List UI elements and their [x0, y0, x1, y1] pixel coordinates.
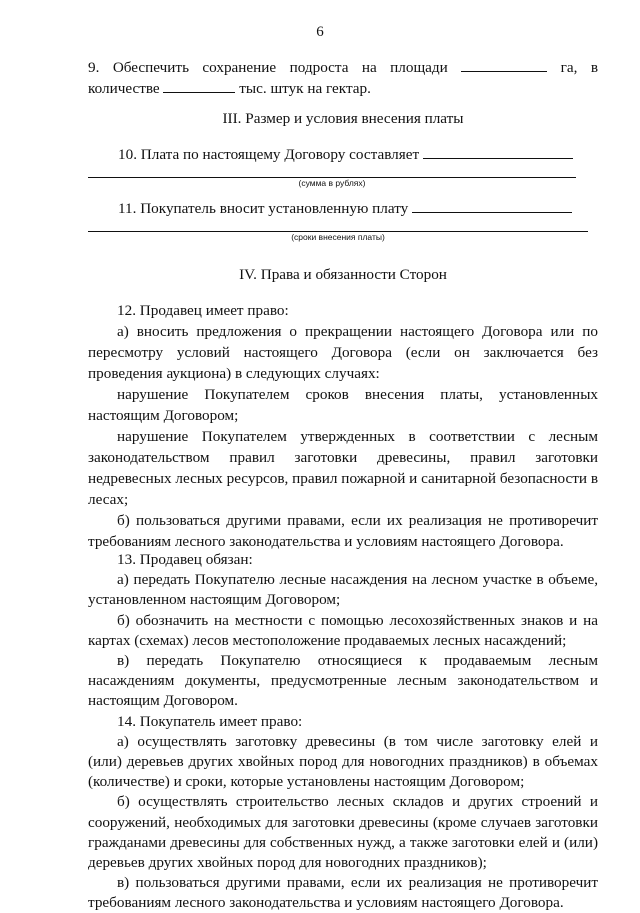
item-11-text: 11. Покупатель вносит установленную плату: [118, 200, 409, 217]
p14-b-line-2: сооружений, необходимых для заготовки древесины (кроме случаев заготовки: [88, 814, 598, 831]
section-3-heading: III. Размер и условия внесения платы: [222, 110, 464, 127]
p13-c-line-2: насаждениям документы, предусмотренные лесным законодательством и: [88, 672, 598, 689]
p12-violation-2-line-3: недревесных лесных ресурсов, правил пожарной и санитарной безопасности в: [88, 470, 598, 487]
item-11-line: [118, 198, 598, 220]
p14-a-line-3: (количестве) и сроки, которые установлены настоящим Договором;: [88, 773, 525, 790]
item-10-text: 10. Плата по настоящему Договору составляет: [118, 146, 420, 163]
p12-title: 12. Продавец имеет право:: [117, 302, 289, 319]
p12-violation-1-line-1: нарушение Покупателем сроков внесения платы, установленных: [117, 386, 598, 403]
p13-b-line-2: картах (схемах) лесов местоположение продаваемых лесных насаждений;: [88, 632, 567, 649]
section-4-heading: IV. Права и обязанности Сторон: [239, 266, 447, 283]
page-number: 6: [316, 24, 324, 40]
item-9-line-2: [88, 78, 598, 100]
p12-violation-1-line-2: настоящим Договором;: [88, 407, 239, 424]
area-blank[interactable]: [461, 59, 547, 72]
p12-a-line-1: а) вносить предложения о прекращении настоящего Договора или по: [117, 323, 598, 340]
p12-violation-2-line-4: лесах;: [88, 491, 129, 508]
p12-b-line-1: б) пользоваться другими правами, если их реализация не противоречит: [117, 512, 598, 529]
p13-a-line-1: а) передать Покупателю лесные насаждения на лесном участке в объеме,: [117, 571, 598, 588]
terms-caption: (сроки внесения платы): [291, 232, 385, 242]
p14-c-line-2: требованиям лесного законодательства и условиям настоящего Договора.: [88, 894, 564, 911]
p12-violation-2-line-2: законодательством правил заготовки древесины, правил заготовки: [88, 449, 598, 466]
p13-title: 13. Продавец обязан:: [117, 551, 253, 568]
p13-b-line-1: б) обозначить на местности с помощью лесохозяйственных знаков и на: [117, 612, 598, 629]
p14-title: 14. Покупатель имеет право:: [117, 713, 303, 730]
p14-b-line-3: гражданами древесины для собственных нужд, а также заготовки елей и (или): [88, 834, 598, 851]
payment-terms-blank[interactable]: [412, 200, 572, 213]
item-10-line: [118, 144, 598, 166]
p12-a-line-3: проведения аукциона) в следующих случаях:: [88, 365, 380, 382]
item-9-text: 9. Обеспечить сохранение подроста на площади: [88, 59, 448, 76]
p14-a-line-1: а) осуществлять заготовку древесины (в том числе заготовку елей и: [117, 733, 598, 750]
p12-violation-2-line-1: нарушение Покупателем утвержденных в соответствии с лесным: [117, 428, 598, 445]
item-9-unit-per-ha: тыс. штук на гектар.: [239, 80, 371, 97]
item-9-unit-ha: га, в: [560, 59, 599, 76]
p14-b-line-4: деревьев других хвойных пород для новогодних праздников);: [88, 854, 487, 871]
p12-a-line-2: пересмотру условий настоящего Договора (если он заключается без: [88, 344, 598, 361]
p14-a-line-2: (или) деревьев других хвойных пород для новогодних праздников) в объемах: [88, 753, 598, 770]
quantity-blank[interactable]: [163, 80, 235, 93]
amount-caption: (сумма в рублях): [298, 178, 366, 188]
p13-c-line-3: настоящим Договором.: [88, 692, 238, 709]
p13-a-line-2: установленном настоящим Договором;: [88, 591, 341, 608]
item-9-line-1: [88, 57, 598, 79]
p12-b-line-2: требованиям лесного законодательства и условиям настоящего Договора.: [88, 533, 564, 550]
item-9-quantity-label: количестве: [88, 80, 160, 97]
p14-c-line-1: в) пользоваться другими правами, если их реализация не противоречит: [117, 874, 598, 891]
payment-amount-blank[interactable]: [423, 146, 573, 159]
p14-b-line-1: б) осуществлять строительство лесных складов и других строений и: [117, 793, 598, 810]
p13-c-line-1: в) передать Покупателю относящиеся к продаваемым лесным: [117, 652, 598, 669]
